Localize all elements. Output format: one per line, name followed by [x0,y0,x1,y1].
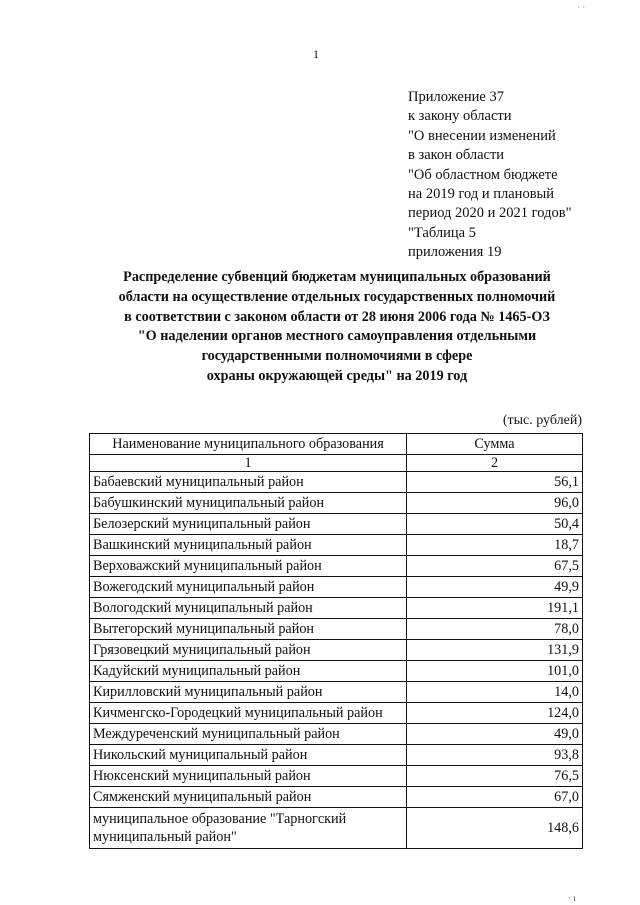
subvention-amount: 49,0 [407,724,583,745]
units-label: (тыс. рублей) [502,413,582,428]
subvention-amount: 49,9 [407,577,583,598]
municipality-name: Бабушкинский муниципальный район [90,493,407,514]
appendix-line: приложения 19 [408,244,502,261]
subvention-amount: 18,7 [407,535,583,556]
table-row [90,787,583,808]
table-row [90,703,583,724]
table-row [90,808,583,849]
appendix-reference [408,88,572,263]
appendix-line: в закон области [408,147,505,164]
subventions-table [89,433,583,849]
municipality-name: Кирилловский муниципальный район [90,682,407,703]
title-line: области на осуществление отдельных государственных полномочий [118,288,556,305]
subvention-amount: 14,0 [407,682,583,703]
municipality-name: Никольский муниципальный район [90,745,407,766]
municipality-name: Кичменгско-Городецкий муниципальный район [90,703,407,724]
table-row [90,556,583,577]
title-line: "О наделении органов местного самоуправления отдельными [137,328,537,345]
municipality-name: Сямженский муниципальный район [90,787,407,808]
subvention-amount: 67,5 [407,556,583,577]
municipality-name: Грязовецкий муниципальный район [90,640,407,661]
table-row [90,598,583,619]
title-line: государственными полномочиями в сфере [201,348,473,365]
subvention-amount: 78,0 [407,619,583,640]
appendix-line: на 2019 год и плановый [408,186,555,203]
municipality-name: Вологодский муниципальный район [90,598,407,619]
header-amount: Сумма [407,434,583,455]
municipality-name: Верховажский муниципальный район [90,556,407,577]
title-line: в соответствии с законом области от 28 июня 2006 года № 1465-ОЗ [124,308,550,325]
column-number: 1 [90,455,407,472]
subvention-amount: 101,0 [407,661,583,682]
table-row [90,745,583,766]
municipality-name: Нюксенский муниципальный район [90,766,407,787]
appendix-line: "О внесении изменений [408,127,556,144]
page-number: 1 [313,47,319,61]
appendix-line: к закону области [408,108,512,125]
appendix-line: Приложение 37 [408,89,504,105]
subvention-amount: 191,1 [407,598,583,619]
subvention-amount: 148,6 [407,808,583,849]
table-row [90,514,583,535]
title-line: Распределение субвенций бюджетам муниципальных образований [123,269,551,285]
municipality-name: муниципальное образование "Тарногский муниципальный район" [90,808,407,849]
appendix-line: "Таблица 5 [408,224,476,241]
subvention-amount: 56,1 [407,472,583,493]
table-row [90,766,583,787]
table-row [90,724,583,745]
subvention-amount: 96,0 [407,493,583,514]
municipality-name: Белозерский муниципальный район [90,514,407,535]
municipality-name: Вашкинский муниципальный район [90,535,407,556]
municipality-name: Кадуйский муниципальный район [90,661,407,682]
table-row [90,682,583,703]
table-row [90,535,583,556]
table-row [90,493,583,514]
scan-mark-bottom: · ı [568,893,576,903]
municipality-name: Междуреченский муниципальный район [90,724,407,745]
header-name: Наименование муниципального образования [90,434,407,455]
appendix-line: период 2020 и 2021 годов" [408,205,572,222]
subvention-amount: 93,8 [407,745,583,766]
table-row [90,577,583,598]
table-header-row [90,434,583,455]
appendix-line: "Об областном бюджете [408,166,558,183]
scan-mark-top: · · [577,2,586,12]
title-line: охраны окружающей среды" на 2019 год [206,367,468,384]
column-number: 2 [407,455,583,472]
subvention-amount: 50,4 [407,514,583,535]
table-row [90,640,583,661]
municipality-name: Вожегодский муниципальный район [90,577,407,598]
subvention-amount: 76,5 [407,766,583,787]
document-title [92,268,582,387]
subvention-amount: 124,0 [407,703,583,724]
table-row [90,661,583,682]
table-row [90,619,583,640]
column-number-row [90,455,583,472]
subvention-amount: 131,9 [407,640,583,661]
subvention-amount: 67,0 [407,787,583,808]
table-row [90,472,583,493]
municipality-name: Вытегорский муниципальный район [90,619,407,640]
municipality-name: Бабаевский муниципальный район [90,472,407,493]
